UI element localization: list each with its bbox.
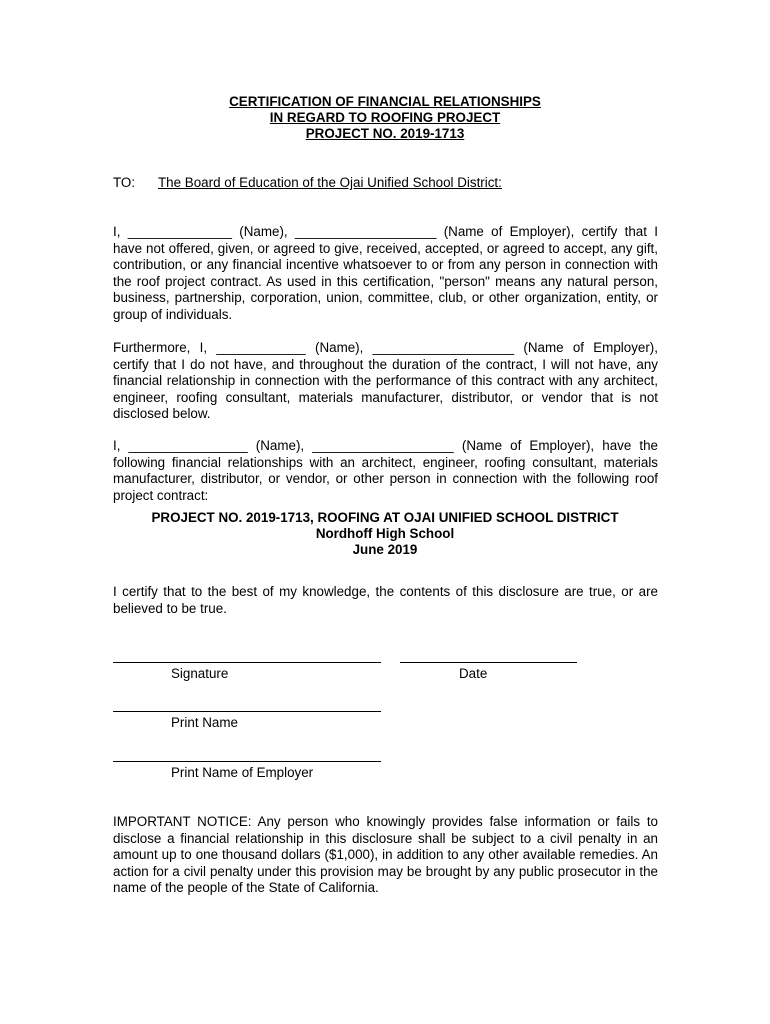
important-notice: IMPORTANT NOTICE: Any person who knowingly provides false information or fails to disclose a financial relationship in this disclosure shall be subject to a civil penalty in an amount up to one thousand dollars ($1,000), in addition to any other available remedies. An action for a civil penalty under this provision may be brought by any public prosecutor in the name of the people of the State of California. bbox=[113, 814, 658, 895]
print-name-label: Print Name bbox=[171, 715, 238, 730]
project-line-3: June 2019 bbox=[352, 542, 418, 557]
project-line-1: PROJECT NO. 2019-1713, ROOFING AT OJAI UNIFIED SCHOOL DISTRICT bbox=[151, 510, 619, 525]
to-recipient: The Board of Education of the Ojai Unified School District: bbox=[158, 175, 502, 190]
date-line[interactable] bbox=[400, 662, 577, 663]
paragraph-disclosed-relationships: I, ________________ (Name), ___________________ (Name of Employer), have the following financial relationships with an architect, engineer, roofing consultant, materials manufacturer, distributor, or vendor, or other person in connection with the following roof project contract: bbox=[113, 438, 658, 503]
paragraph-no-financial-relationship: Furthermore, I, ____________ (Name), ___________________ (Name of Employer), certify that I do not have, and throughout the duration of the contract, I will not have, any financial relationship in connection with the performance of this contract with any architect, engineer, roofing consultant, materials manufacturer, distributor, or vendor that is not disclosed below. bbox=[113, 340, 658, 421]
employer-name-line[interactable] bbox=[113, 761, 381, 762]
title-line-3: PROJECT NO. 2019-1713 bbox=[305, 126, 465, 141]
date-label: Date bbox=[459, 666, 488, 681]
to-label: TO: bbox=[113, 175, 136, 190]
project-line-2: Nordhoff High School bbox=[315, 526, 455, 541]
print-name-line[interactable] bbox=[113, 711, 381, 712]
title-line-2: IN REGARD TO ROOFING PROJECT bbox=[269, 110, 501, 125]
employer-name-label: Print Name of Employer bbox=[171, 765, 314, 780]
signature-label: Signature bbox=[171, 666, 229, 681]
title-line-1: CERTIFICATION OF FINANCIAL RELATIONSHIPS bbox=[229, 94, 541, 109]
paragraph-no-gifts: I, ______________ (Name), ___________________ (Name of Employer), certify that I have not offered, given, or agreed to give, received, accepted, or agreed to accept, any gift, contribution, or any financial incentive whatsoever to or from any person in connection with the roof project contract. As used in this certification, "person" means any natural person, business, partnership, corporation, union, committee, club, or other organization, entity, or group of individuals. bbox=[113, 224, 658, 322]
certify-statement: I certify that to the best of my knowledge, the contents of this disclosure are true, or are believed to be true. bbox=[113, 584, 658, 616]
signature-line[interactable] bbox=[113, 662, 381, 663]
